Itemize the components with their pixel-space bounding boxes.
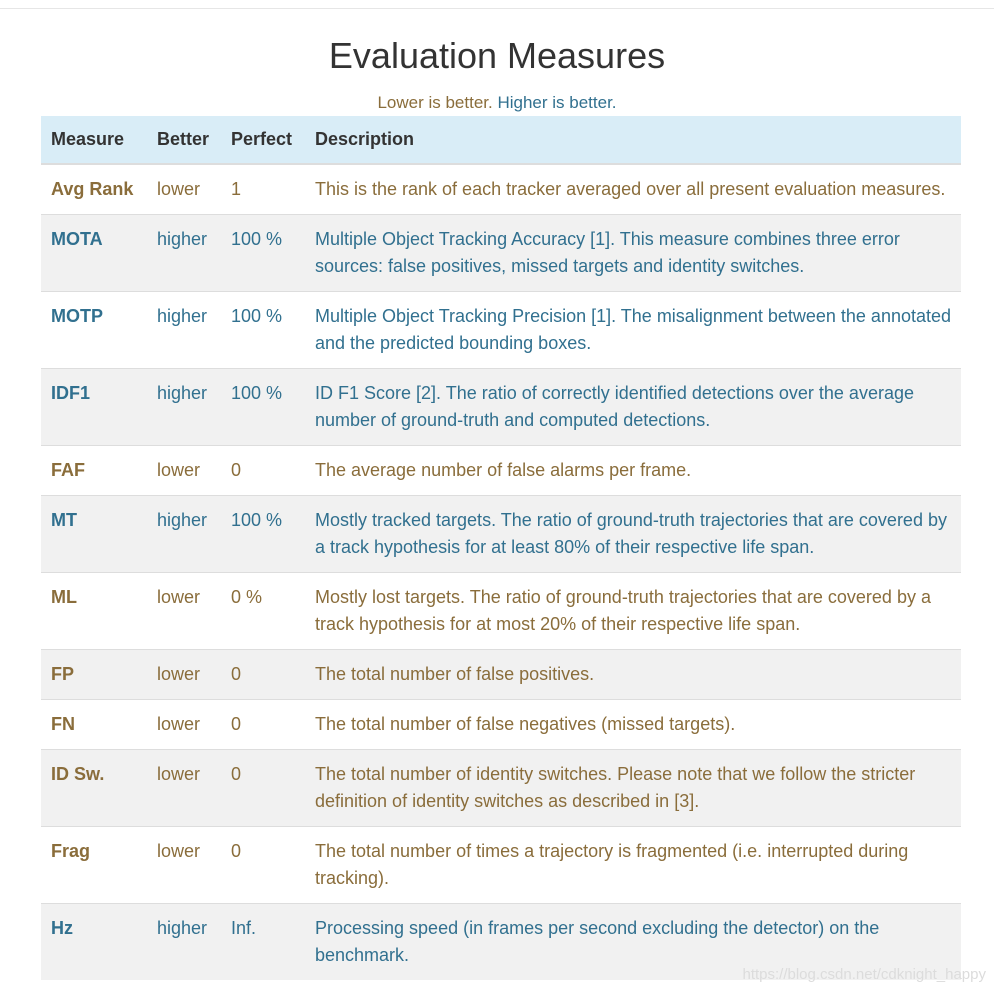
table-row <box>41 164 961 215</box>
watermark: https://blog.csdn.net/cdknight_happy <box>742 966 986 983</box>
table-row <box>41 369 961 446</box>
measure-cell: Hz <box>41 904 147 981</box>
legend-lower: Lower is better. <box>377 93 493 112</box>
header-perfect: Perfect <box>221 116 305 164</box>
measure-cell: MOTP <box>41 292 147 369</box>
better-cell: higher <box>147 369 221 446</box>
perfect-cell: 100 % <box>221 292 305 369</box>
perfect-cell: 0 <box>221 446 305 496</box>
table-row <box>41 446 961 496</box>
better-cell: lower <box>147 446 221 496</box>
description-cell: This is the rank of each tracker averaged over all present evaluation measures. <box>305 164 961 215</box>
perfect-cell: 100 % <box>221 496 305 573</box>
header-measure: Measure <box>41 116 147 164</box>
top-divider <box>0 8 994 9</box>
table-row <box>41 650 961 700</box>
table-row <box>41 292 961 369</box>
table-row <box>41 750 961 827</box>
measure-cell: ID Sw. <box>41 750 147 827</box>
measure-cell: MOTA <box>41 215 147 292</box>
description-cell: Processing speed (in frames per second excluding the detector) on the benchmark. <box>305 904 961 981</box>
measure-cell: MT <box>41 496 147 573</box>
page-title: Evaluation Measures <box>328 35 666 76</box>
perfect-cell: 100 % <box>221 369 305 446</box>
perfect-cell: Inf. <box>221 904 305 981</box>
measure-cell: FN <box>41 700 147 750</box>
description-cell: Multiple Object Tracking Accuracy [1]. This measure combines three error sources: false positives, missed targets and identity switches. <box>305 215 961 292</box>
better-cell: higher <box>147 215 221 292</box>
perfect-cell: 1 <box>221 164 305 215</box>
better-cell: higher <box>147 292 221 369</box>
description-cell: The average number of false alarms per frame. <box>305 446 961 496</box>
measure-cell: FAF <box>41 446 147 496</box>
better-cell: lower <box>147 650 221 700</box>
table-row <box>41 215 961 292</box>
measure-cell: Frag <box>41 827 147 904</box>
better-cell: lower <box>147 573 221 650</box>
measure-cell: FP <box>41 650 147 700</box>
measure-cell: Avg Rank <box>41 164 147 215</box>
better-cell: lower <box>147 164 221 215</box>
description-cell: Multiple Object Tracking Precision [1]. The misalignment between the annotated and the predicted bounding boxes. <box>305 292 961 369</box>
better-cell: higher <box>147 496 221 573</box>
table-body <box>41 164 961 980</box>
description-cell: The total number of identity switches. Please note that we follow the stricter definition of identity switches as described in [3]. <box>305 750 961 827</box>
header-better: Better <box>147 116 221 164</box>
perfect-cell: 0 <box>221 827 305 904</box>
description-cell: The total number of false negatives (missed targets). <box>305 700 961 750</box>
table-header <box>41 116 961 164</box>
description-cell: ID F1 Score [2]. The ratio of correctly identified detections over the average number of ground-truth and computed detections. <box>305 369 961 446</box>
better-cell: lower <box>147 827 221 904</box>
measure-cell: IDF1 <box>41 369 147 446</box>
perfect-cell: 100 % <box>221 215 305 292</box>
perfect-cell: 0 <box>221 700 305 750</box>
measure-cell: ML <box>41 573 147 650</box>
better-cell: lower <box>147 750 221 827</box>
better-cell: lower <box>147 700 221 750</box>
legend <box>0 92 994 114</box>
header-description: Description <box>305 116 961 164</box>
legend-higher: Higher is better. <box>497 93 617 112</box>
perfect-cell: 0 <box>221 650 305 700</box>
table-row <box>41 700 961 750</box>
description-cell: The total number of false positives. <box>305 650 961 700</box>
perfect-cell: 0 <box>221 750 305 827</box>
header-row <box>41 116 961 164</box>
description-cell: Mostly tracked targets. The ratio of ground-truth trajectories that are covered by a track hypothesis for at least 80% of their respective life span. <box>305 496 961 573</box>
table-row <box>41 827 961 904</box>
table-row <box>41 496 961 573</box>
measures-table <box>41 116 961 980</box>
description-cell: The total number of times a trajectory is fragmented (i.e. interrupted during tracking). <box>305 827 961 904</box>
description-cell: Mostly lost targets. The ratio of ground-truth trajectories that are covered by a track hypothesis for at most 20% of their respective life span. <box>305 573 961 650</box>
table-row <box>41 573 961 650</box>
perfect-cell: 0 % <box>221 573 305 650</box>
better-cell: higher <box>147 904 221 981</box>
